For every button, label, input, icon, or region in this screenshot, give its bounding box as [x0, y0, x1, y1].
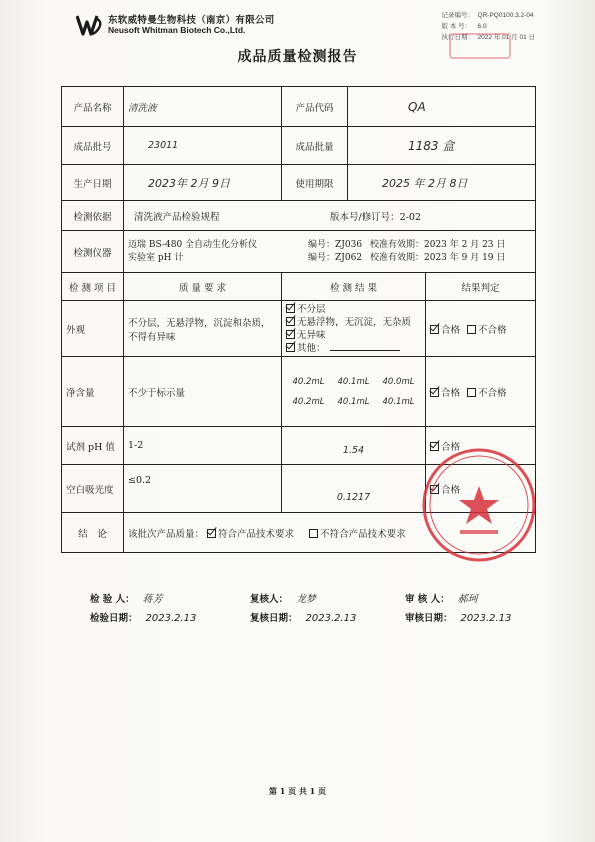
- product-name-value: 清洗液: [124, 87, 282, 127]
- product-code-label: 产品代码: [282, 87, 348, 127]
- checkbox-icon: [467, 388, 476, 397]
- meta-version: 版 本 号： 6.0: [441, 23, 487, 30]
- reviewer-signature: 复核人： 龙梦: [250, 594, 317, 605]
- appearance-requirement: 不分层，无悬浮物，沉淀和杂质，不得有异味: [124, 301, 282, 357]
- page-footer: 第 1 页 共 1 页: [268, 786, 327, 796]
- expiry-value: 2025 年 2月 8日: [348, 165, 536, 201]
- basis-value: 清洗液产品检验规程: [134, 211, 220, 223]
- ph-verdict: 合格: [426, 427, 536, 465]
- instrument-label: 检测仪器: [62, 231, 124, 273]
- report-title: 成品质量检测报告: [237, 49, 358, 65]
- batch-label: 成品批号: [62, 127, 124, 165]
- checkbox-icon: [286, 304, 295, 313]
- checkbox-icon: [286, 330, 295, 339]
- meta-record-no: 记录编号： QR-PQ0100.3.2-04: [441, 12, 534, 19]
- company-logo-icon: [76, 12, 104, 38]
- instrument-row: 迈瑞 BS-480 全自动生化分析仪 编号：ZJ036 校准有效期：2023 年 2 月 23 日: [128, 239, 506, 250]
- meta-effective-date: 执行日期： 2022 年 01 月 01 日: [441, 34, 535, 41]
- volume-value: 40.0mL: [382, 376, 415, 387]
- col-verdict-header: 结果判定: [426, 273, 536, 301]
- volume-value: 40.1mL: [337, 396, 370, 407]
- appearance-item: 外观: [62, 301, 124, 357]
- ph-value: 1.54: [282, 427, 426, 465]
- review-date: 复核日期： 2023.2.13: [250, 613, 357, 624]
- quantity-label: 成品批量: [282, 127, 348, 165]
- quantity-value: 1183 盒: [348, 127, 536, 165]
- checkbox-icon: [286, 343, 295, 352]
- volume-item: 净含量: [62, 357, 124, 427]
- quality-stamp-icon: [420, 446, 538, 564]
- volume-value: 40.2mL: [292, 396, 325, 407]
- instrument-row: 实验室 pH 计 编号：ZJ062 校准有效期：2023 年 9 月 19 日: [128, 252, 506, 263]
- mfg-date-value: 2023年 2月 9日: [124, 165, 282, 201]
- company-name-en: Neusoft Whitman Biotech Co.,Ltd.: [108, 25, 246, 35]
- blank-verdict: 合格: [426, 465, 536, 513]
- blank-item: 空白吸光度: [62, 465, 124, 513]
- checkbox-icon: [430, 325, 439, 334]
- approver-signature: 审 核 人： 郝珂: [405, 594, 478, 605]
- appearance-results: 不分层 无悬浮物，无沉淀，无杂质 无异味 其他：: [282, 301, 426, 357]
- blank-value: 0.1217: [282, 465, 426, 513]
- instrument-cell: [124, 231, 536, 273]
- volume-requirement: 不少于标示量: [124, 357, 282, 427]
- basis-label: 检测依据: [62, 201, 124, 231]
- checkbox-icon: [467, 325, 476, 334]
- volume-value: 40.2mL: [292, 376, 325, 387]
- volume-value: 40.1mL: [337, 376, 370, 387]
- volume-results: [282, 357, 426, 427]
- checkbox-icon: [207, 529, 216, 538]
- product-code-value: QA: [348, 87, 536, 127]
- col-requirement-header: 质 量 要 求: [124, 273, 282, 301]
- checkbox-icon: [309, 529, 318, 538]
- volume-verdict: 合格 不合格: [426, 357, 536, 427]
- inspect-date: 检验日期： 2023.2.13: [90, 613, 197, 624]
- inspector-signature: 检 验 人： 蒋芳: [90, 594, 163, 605]
- col-item-header: 检 测 项 目: [62, 273, 124, 301]
- conclusion-cell: 该批次产品质量： 符合产品技术要求 不符合产品技术要求: [124, 513, 536, 553]
- basis-cell: [124, 201, 536, 231]
- ph-requirement: 1-2: [124, 427, 282, 465]
- col-result-header: 检 测 结 果: [282, 273, 426, 301]
- company-name-cn: 东软威特曼生物科技（南京）有限公司: [108, 15, 275, 26]
- batch-value: 23011: [124, 127, 282, 165]
- checkbox-icon: [430, 388, 439, 397]
- product-name-label: 产品名称: [62, 87, 124, 127]
- checkbox-icon: [286, 317, 295, 326]
- expiry-label: 使用期限: [282, 165, 348, 201]
- mfg-date-label: 生产日期: [62, 165, 124, 201]
- blank-requirement: ≤0.2: [124, 465, 282, 513]
- appearance-verdict: 合格 不合格: [426, 301, 536, 357]
- conclusion-label: 结 论: [62, 513, 124, 553]
- basis-version: 版本号/修订号：2-02: [329, 211, 421, 223]
- ph-item: 试剂 pH 值: [62, 427, 124, 465]
- volume-value: 40.1mL: [382, 396, 415, 407]
- approve-date: 审核日期： 2023.2.13: [405, 613, 512, 624]
